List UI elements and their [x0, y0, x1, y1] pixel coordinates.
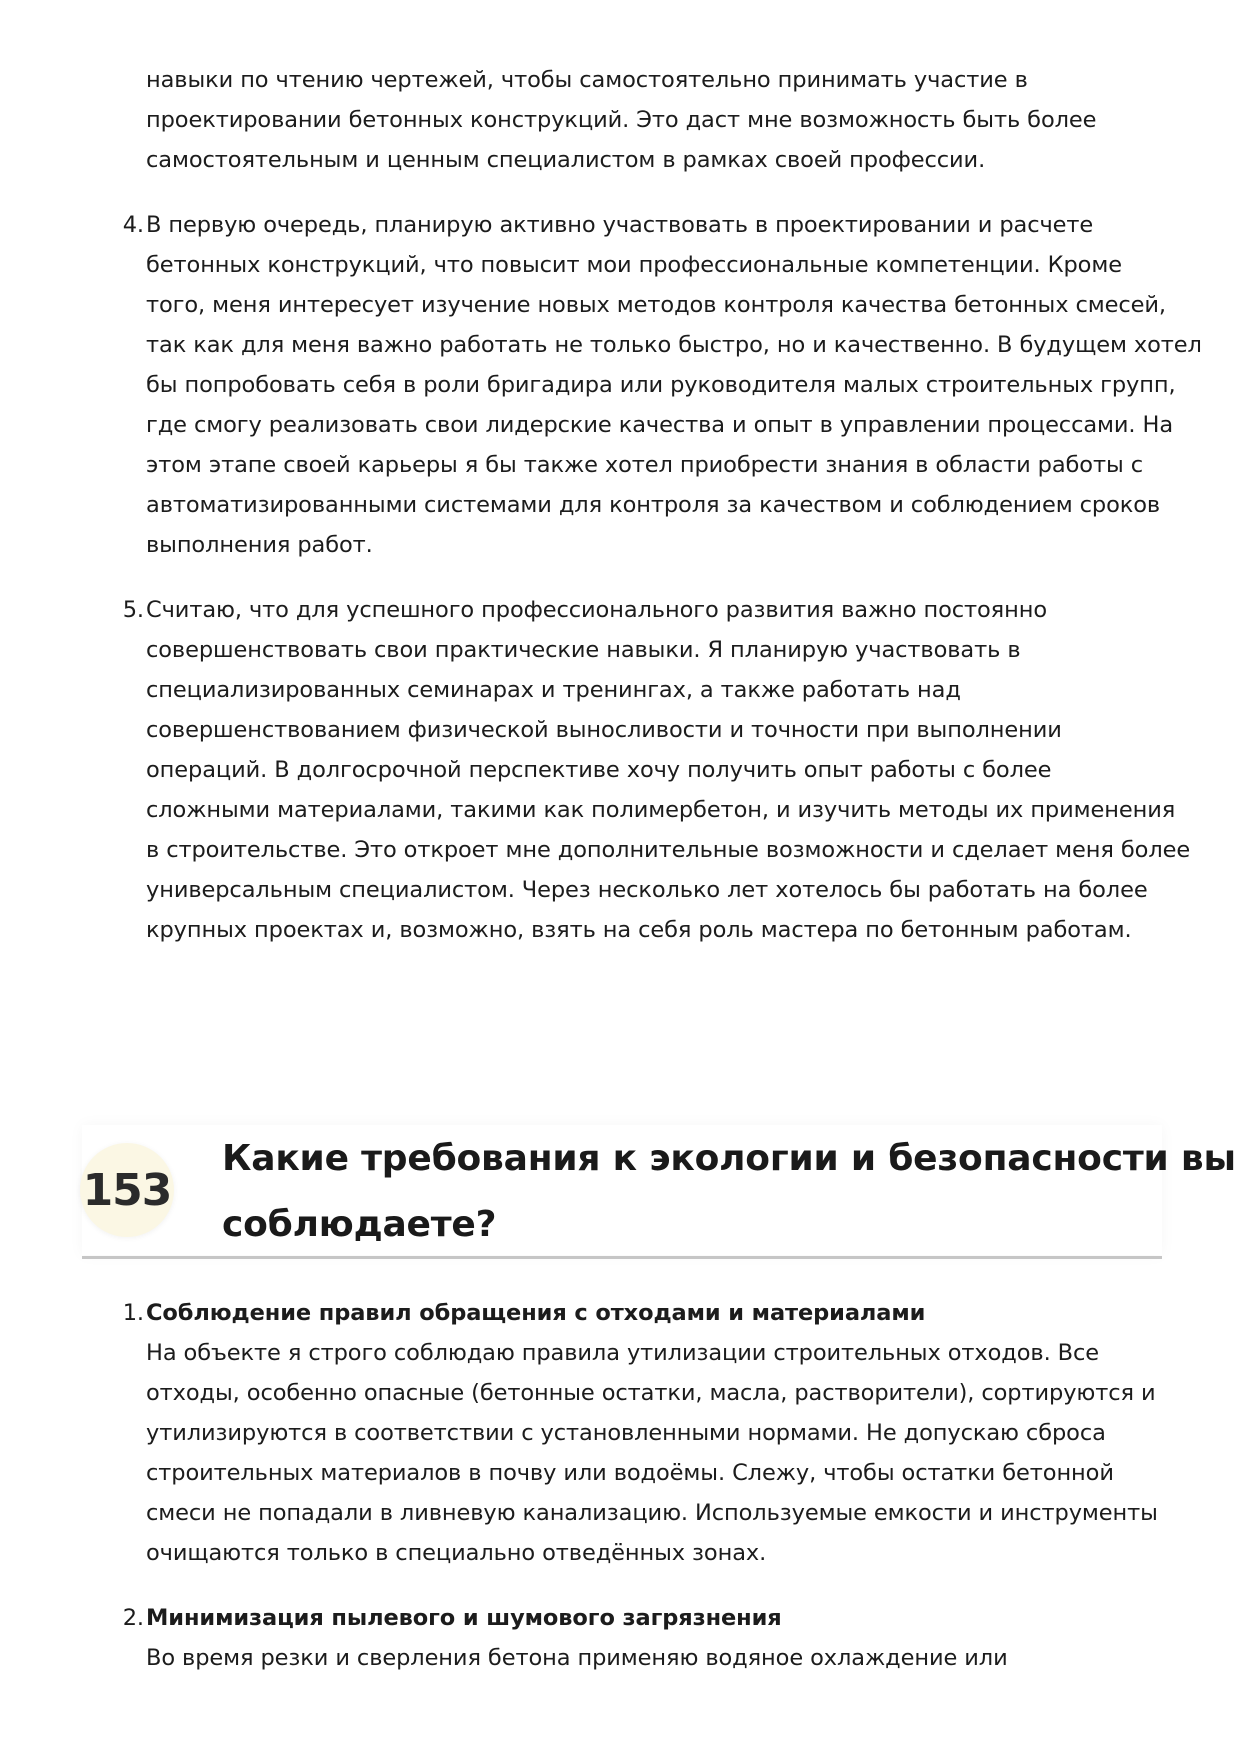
text-line: операций. В долгосрочной перспективе хочу получить опыт работы с более [146, 757, 1052, 783]
list-item-4 [122, 205, 1202, 565]
text-line: того, меня интересует изучение новых методов контроля качества бетонных смесей, [146, 292, 1166, 318]
text-line: автоматизированными системами для контроля за качеством и соблюдением сроков [146, 492, 1161, 518]
text-line: так как для меня важно работать не только быстро, но и качественно. В будущем хотел [146, 332, 1202, 358]
text-line: бы попробовать себя в роли бригадира или руководителя малых строительных групп, [146, 372, 1176, 398]
intro-paragraph [146, 60, 1166, 180]
text-line: очищаются только в специально отведённых зонах. [146, 1540, 767, 1566]
text-line: смеси не попадали в ливневую канализацию. Используемые емкости и инструменты [146, 1500, 1158, 1526]
text-line: совершенствованием физической выносливости и точности при выполнении [146, 717, 1062, 743]
text-line: сложными материалами, такими как полимербетон, и изучить методы их применения [146, 797, 1176, 823]
section-title-line: соблюдаете? [222, 1204, 497, 1245]
list-number: 5. [122, 597, 144, 623]
list-item-5 [122, 590, 1191, 950]
section-item-1 [122, 1293, 1166, 1573]
text-line: Во время резки и сверления бетона применяю водяное охлаждение или [146, 1645, 1008, 1671]
section-title [222, 1126, 1236, 1258]
list-number: 4. [122, 212, 144, 238]
text-line: бетонных конструкций, что повысит мои профессиональные компетенции. Кроме [146, 252, 1122, 278]
list-number: 1. [122, 1300, 144, 1326]
text-line: выполнения работ. [146, 532, 373, 558]
text-line: самостоятельным и ценным специалистом в рамках своей профессии. [146, 147, 986, 173]
text-line: специализированных семинарах и тренингах, а также работать над [146, 677, 961, 703]
text-line: строительных материалов в почву или водоёмы. Слежу, чтобы остатки бетонной [146, 1460, 1114, 1486]
text-line: утилизируются в соответствии с установленными нормами. Не допускаю сброса [146, 1420, 1106, 1446]
section-title-line: Какие требования к экологии и безопасности вы [222, 1138, 1236, 1179]
text-line: в строительстве. Это откроет мне дополнительные возможности и сделает меня более [146, 837, 1191, 863]
section-item-2 [122, 1598, 1166, 1678]
text-line: В первую очередь, планирую активно участвовать в проектировании и расчете [146, 212, 1094, 238]
text-line: где смогу реализовать свои лидерские качества и опыт в управлении процессами. На [146, 412, 1174, 438]
text-line: отходы, особенно опасные (бетонные остатки, масла, растворители), сортируются и [146, 1380, 1156, 1406]
text-line: крупных проектах и, возможно, взять на себя роль мастера по бетонным работам. [146, 917, 1132, 943]
text-line: проектировании бетонных конструкций. Это даст мне возможность быть более [146, 107, 1097, 133]
text-line: этом этапе своей карьеры я бы также хотел приобрести знания в области работы с [146, 452, 1143, 478]
text-line: На объекте я строго соблюдаю правила утилизации строительных отходов. Все [146, 1340, 1100, 1366]
list-number: 2. [122, 1605, 144, 1631]
text-line: совершенствовать свои практические навыки. Я планирую участвовать в [146, 637, 1021, 663]
text-line: навыки по чтению чертежей, чтобы самостоятельно принимать участие в [146, 67, 1028, 93]
text-line: универсальным специалистом. Через несколько лет хотелось бы работать на более [146, 877, 1148, 903]
item-title: Минимизация пылевого и шумового загрязнения [146, 1605, 782, 1631]
text-line: Считаю, что для успешного профессионального развития важно постоянно [146, 597, 1048, 623]
question-number-badge: 153 [80, 1143, 174, 1237]
item-title: Соблюдение правил обращения с отходами и материалами [146, 1300, 926, 1326]
section-divider [82, 1256, 1162, 1259]
